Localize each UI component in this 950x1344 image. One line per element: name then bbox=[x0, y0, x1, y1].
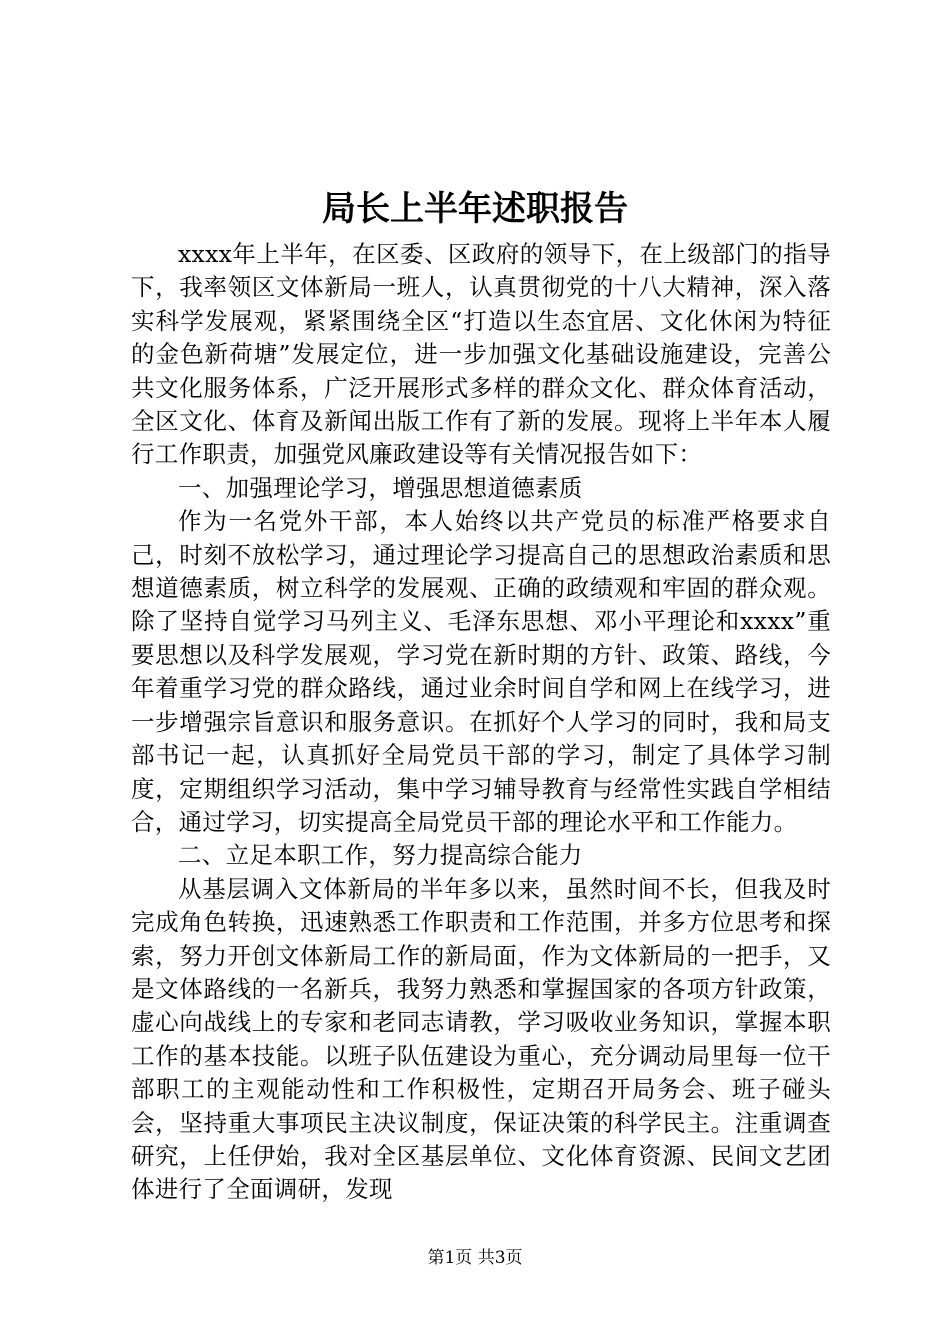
page-footer: 第1页 共3页 bbox=[427, 1248, 523, 1268]
paragraph-section-2: 从基层调入文体新局的半年多以来，虽然时间不长，但我及时完成角色转换，迅速熟悉工作职责和工作范围，并多方位思考和探索，努力开创文体新局工作的新局面，作为文体新局的一把手，又是文体路线的一名新兵，我努力熟悉和掌握国家的各项方针政策，虚心向战线上的专家和老同志请教，学习吸收业务知识，掌握本职工作的基本技能。以班子队伍建设为重心，充分调动局里每一位干部职工的主观能动性和工作积极性，定期召开局务会、班子碰头会，坚持重大事项民主决议制度，保证决策的科学民主。注重调查研究，上任伊始，我对全区基层单位、文化体育资源、民间文艺团体进行了全面调研，发现 bbox=[131, 874, 831, 1204]
section-heading-2: 二、立足本职工作，努力提高综合能力 bbox=[178, 841, 583, 870]
document-body bbox=[131, 238, 831, 1207]
section-heading-1: 一、加强理论学习，增强思想道德素质 bbox=[178, 473, 583, 502]
document-title: 局长上半年述职报告 bbox=[322, 189, 628, 229]
paragraph-section-1: 作为一名党外干部，本人始终以共产党员的标准严格要求自己，时刻不放松学习，通过理论学习提高自己的思想政治素质和思想道德素质，树立科学的发展观、正确的政绩观和牢固的群众观。除了坚持自觉学习马列主义、毛泽东思想、邓小平理论和xxxx”重要思想以及科学发展观，学习党在新时期的方针、政策、路线，今年着重学习党的群众路线，通过业余时间自学和网上在线学习，进一步增强宗旨意识和服务意识。在抓好个人学习的同时，我和局支部书记一起，认真抓好全局党员干部的学习，制定了具体学习制度，定期组织学习活动，集中学习辅导教育与经常性实践自学相结合，通过学习，切实提高全局党员干部的理论水平和工作能力。 bbox=[131, 507, 831, 836]
paragraph-intro: xxxx年上半年，在区委、区政府的领导下，在上级部门的指导下，我率领区文体新局一班人，认真贯彻党的十八大精神，深入落实科学发展观，紧紧围绕全区“打造以生态宜居、文化休闲为特征的金色新荷塘”发展定位，进一步加强文化基础设施建设，完善公共文化服务体系，广泛开展形式多样的群众文化、群众体育活动，全区文化、体育及新闻出版工作有了新的发展。现将上半年本人履行工作职责，加强党风廉政建设等有关情况报告如下： bbox=[131, 240, 831, 469]
